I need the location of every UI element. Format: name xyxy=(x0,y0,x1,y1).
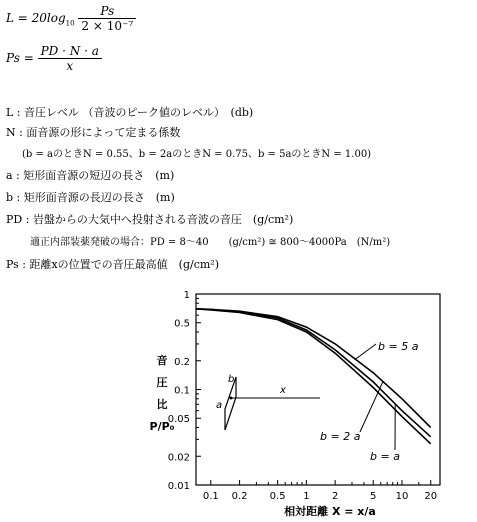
series-label-0: b = 5 a xyxy=(378,340,419,353)
y-tick-label-1: 0.5 xyxy=(174,318,190,330)
y-axis-label-3: P/P₀ xyxy=(149,420,175,433)
x-axis-label: 相対距離 X = x/a xyxy=(284,505,376,518)
definition-Ps: Ps : 距離xの位置での音圧最高値 (g/cm²) xyxy=(6,258,219,271)
x-tick-label-4: 2 xyxy=(331,491,339,502)
y-tick-label-6: 0.01 xyxy=(167,481,190,492)
formula-L-denominator: 2 × 10⁻⁷ xyxy=(81,19,134,33)
formula-Ps xyxy=(6,44,102,73)
y-axis-label-0: 音 xyxy=(156,354,168,367)
inset-label-x: x xyxy=(280,385,286,396)
inset-schematic xyxy=(216,374,320,430)
inset-label-b: b xyxy=(228,374,235,385)
series-label-2: b = a xyxy=(370,450,400,463)
series-label-1: b = 2 a xyxy=(320,430,361,443)
definition-PD: PD : 岩盤からの大気中へ投射される音波の音圧 (g/cm²) xyxy=(6,213,294,226)
series-leader-0 xyxy=(355,344,376,360)
definition-b: b : 矩形面音源の長辺の長さ (m) xyxy=(6,191,175,204)
x-tick-label-6: 10 xyxy=(395,491,409,502)
y-tick-label-4: 0.05 xyxy=(167,414,190,426)
formula-L-lhs: L = 20log xyxy=(6,11,66,25)
x-tick-label-5: 5 xyxy=(370,491,377,502)
sound-pressure-chart xyxy=(0,282,477,522)
x-tick-label-0: 0.1 xyxy=(202,491,219,502)
series-leader-1 xyxy=(360,382,383,432)
formula-L-numerator: Ps xyxy=(78,4,136,19)
y-axis-label-1: 圧 xyxy=(156,376,168,389)
definition-a: a : 矩形面音源の短辺の長さ (m) xyxy=(6,169,175,182)
definition-N-values: (b = aのときN = 0.55、b = 2aのときN = 0.75、b = 5aのときN = 1.00) xyxy=(22,149,372,160)
y-tick-label-3: 0.1 xyxy=(174,385,190,397)
x-tick-label-3: 1 xyxy=(303,491,310,502)
formula-L xyxy=(6,4,136,33)
y-tick-label-2: 0.2 xyxy=(174,356,190,368)
definition-PD-range: 適正内部装薬発破の場合：PD = 8〜40 (g/cm²) ≅ 800〜4000Pa (N/m²) xyxy=(30,237,391,248)
definition-L: L : 音圧レベル （音波のピーク値のレベル） (db) xyxy=(6,106,254,119)
x-tick-label-7: 20 xyxy=(424,491,438,502)
x-tick-label-1: 0.2 xyxy=(231,491,248,502)
y-tick-label-5: 0.02 xyxy=(167,452,190,464)
y-axis-label-2: 比 xyxy=(156,398,168,411)
x-tick-label-2: 0.5 xyxy=(269,491,286,502)
y-tick-label-0: 1 xyxy=(183,290,190,301)
formula-Ps-numerator: PD · N · a xyxy=(38,44,102,59)
formula-Ps-fraction xyxy=(38,44,102,73)
inset-label-a: a xyxy=(216,400,223,411)
formula-L-fraction xyxy=(78,4,136,33)
formula-Ps-denominator: x xyxy=(66,59,74,73)
definition-N: N : 面音源の形によって定まる係数 xyxy=(6,126,181,139)
formula-Ps-lhs: Ps = xyxy=(6,51,34,65)
formula-L-subscript: 10 xyxy=(65,19,75,28)
